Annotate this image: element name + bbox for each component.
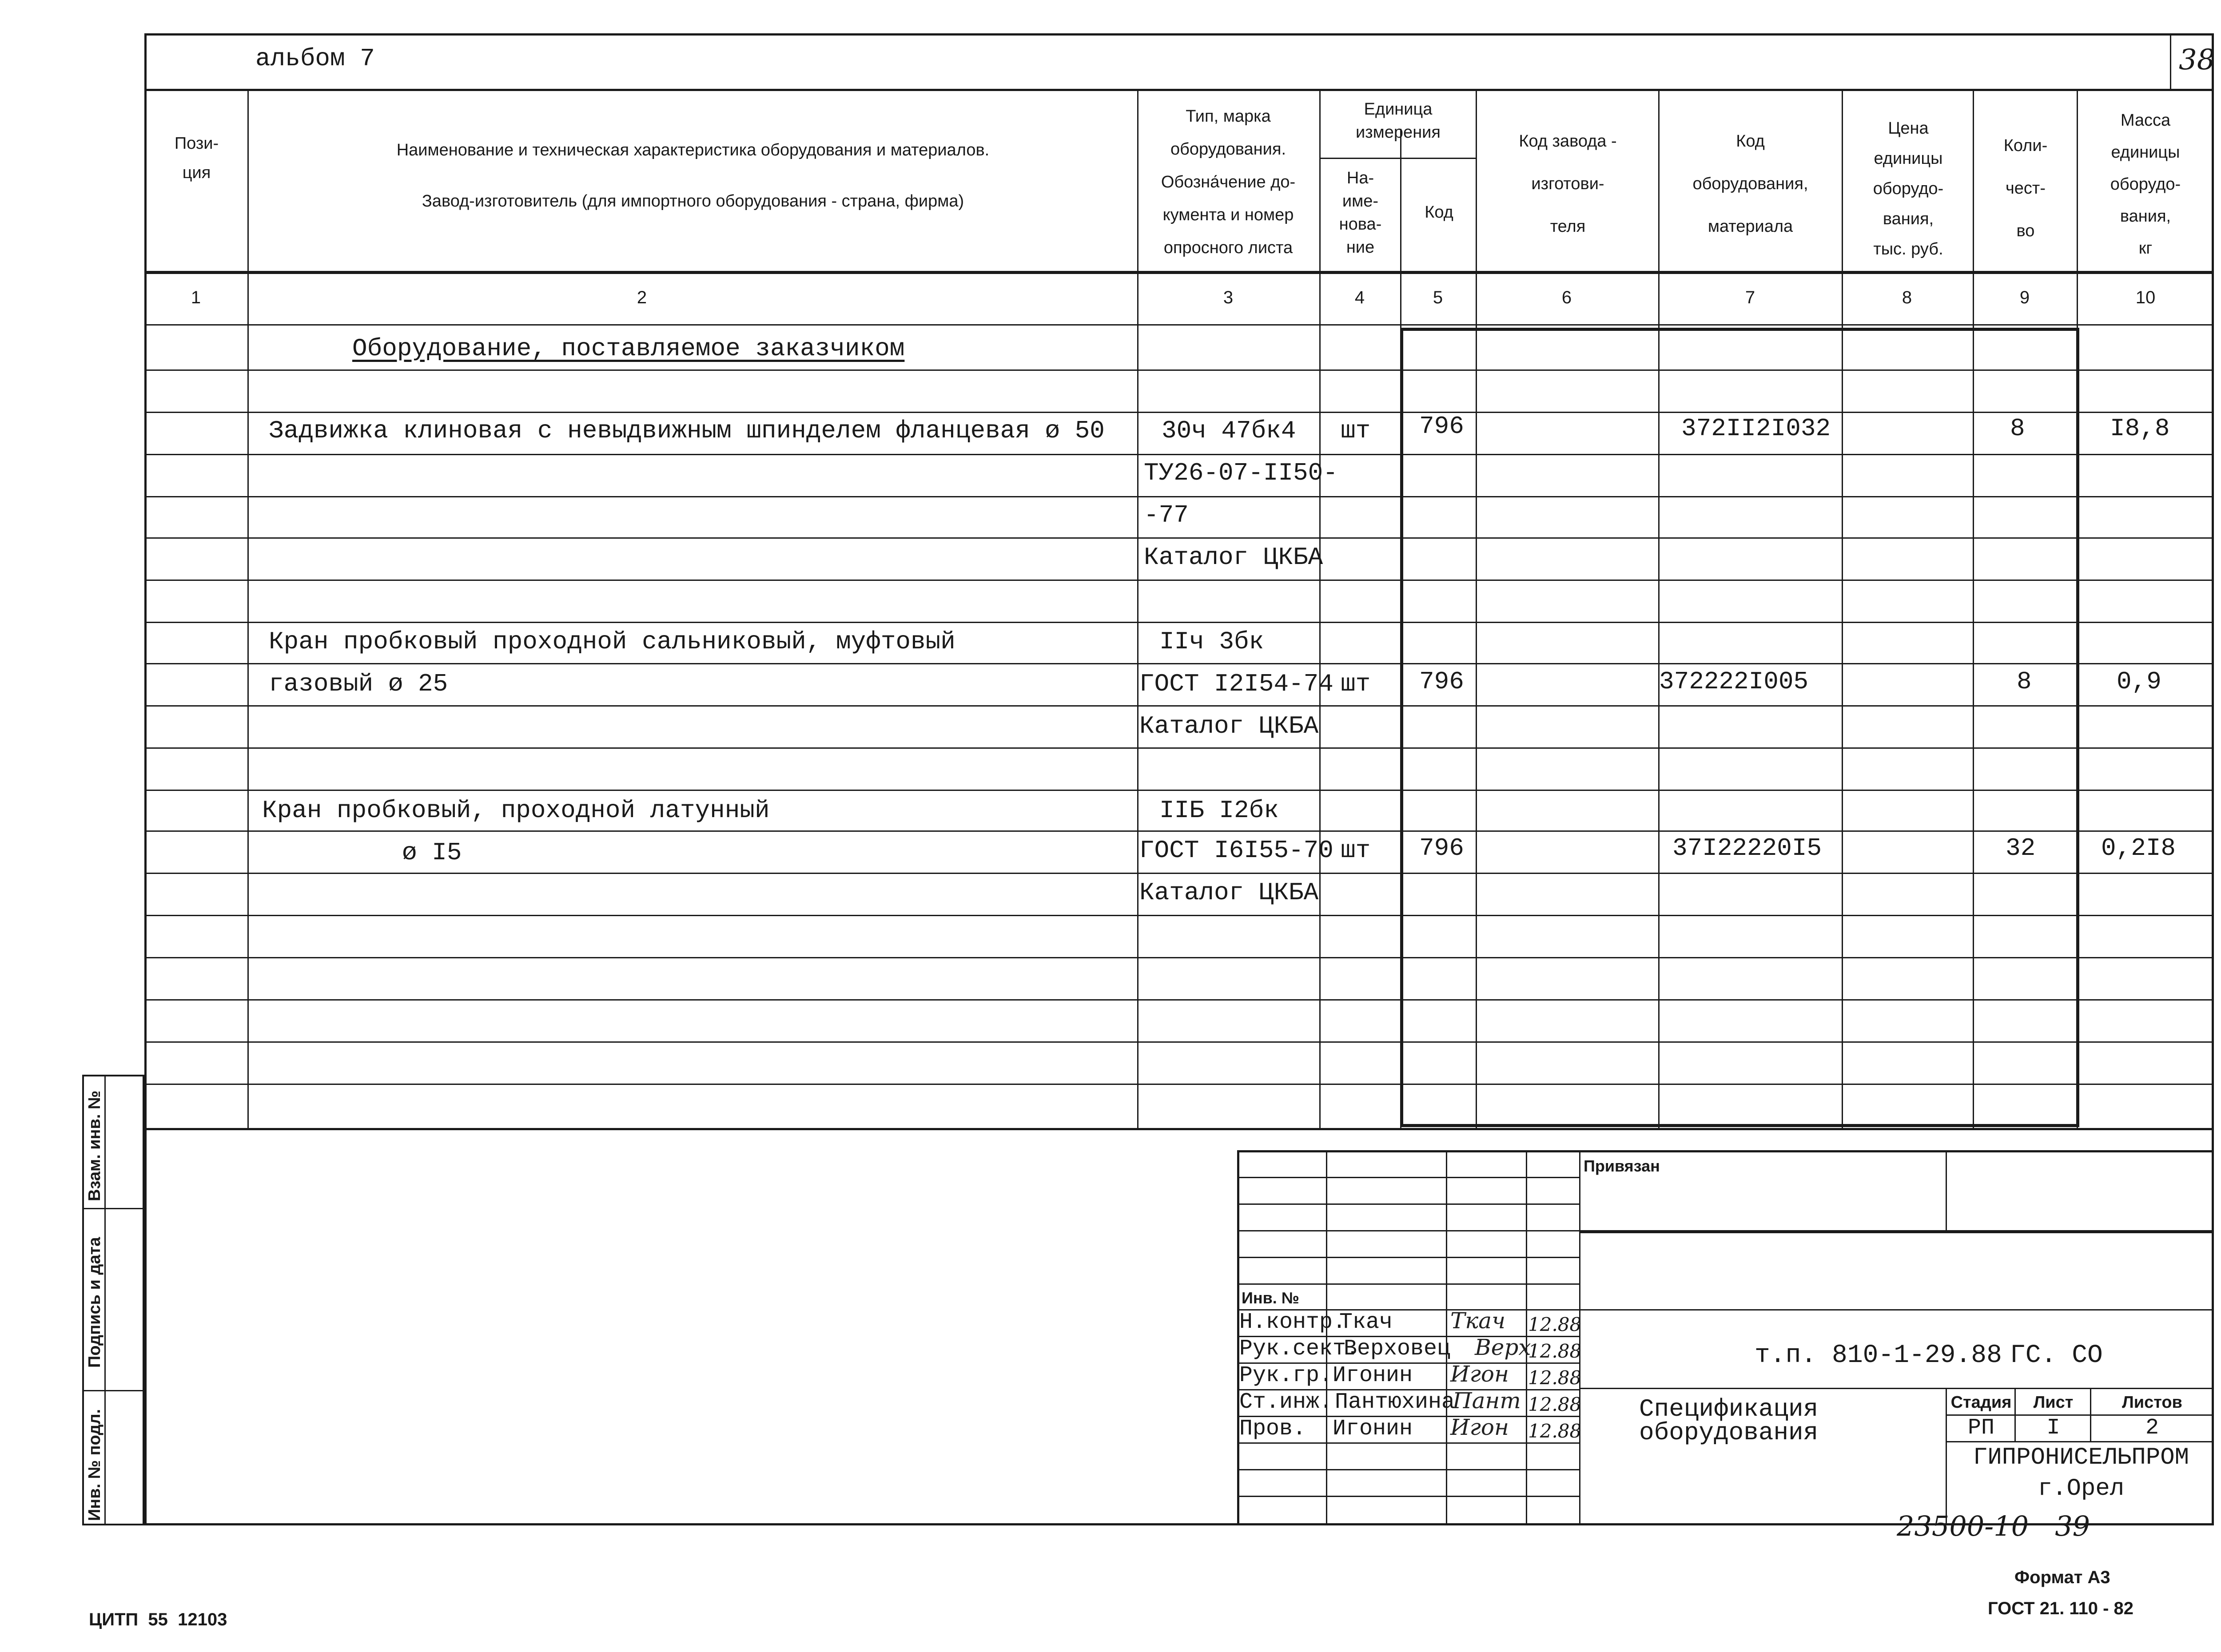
side-stamp-divider xyxy=(104,1075,106,1525)
tb-person: Игонин xyxy=(1333,1416,1413,1442)
row-line xyxy=(144,747,2214,749)
tb-row xyxy=(1237,1203,1579,1205)
tb-stage-divider xyxy=(1946,1388,1947,1525)
tb-date: 12.88 xyxy=(1528,1340,1582,1362)
page-number-divider xyxy=(2170,33,2171,89)
col-number: 7 xyxy=(1745,288,1755,307)
tb-role: Рук.сект. xyxy=(1239,1336,1360,1362)
tb-date: 12.88 xyxy=(1528,1314,1582,1335)
tb-row xyxy=(1237,1283,1579,1285)
tb-row xyxy=(1237,1177,1579,1178)
item2-qty: 8 xyxy=(2017,667,2032,696)
col-number: 2 xyxy=(637,288,647,307)
item3-equip-code: 37I22220I5 xyxy=(1672,834,1822,862)
header-price: Цена единицы оборудо- вания, тыс. руб. xyxy=(1873,119,1944,258)
row-line xyxy=(144,622,2214,623)
header-type: Тип, марка оборудования. Обозна́чение до- кумента и номер опросного листа xyxy=(1161,107,1296,257)
item3-qty: 32 xyxy=(2006,834,2036,862)
cols-5-9-highlight xyxy=(1400,328,2079,1127)
item1-spec: ТУ26-07-II50- xyxy=(1144,459,1338,487)
tb-role: Пров. xyxy=(1239,1416,1306,1442)
tb-stage-row xyxy=(1946,1441,2214,1442)
tb-stage-label: Стадия xyxy=(1950,1393,2012,1412)
item1-unit-code: 796 xyxy=(1419,412,1464,441)
tb-row xyxy=(1237,1469,1579,1470)
tb-date: 12.88 xyxy=(1528,1394,1582,1415)
tb-signature: Игон xyxy=(1450,1414,1509,1440)
handwritten-number: 23500-10 39 xyxy=(1897,1510,2090,1542)
tb-role: Н.контр. xyxy=(1239,1310,1346,1335)
item1-mass: I8,8 xyxy=(2110,414,2170,443)
header-factory-code: Код завода - изготови- теля xyxy=(1519,132,1617,236)
col-number: 9 xyxy=(2019,288,2030,307)
item1-spec-cont: -77 xyxy=(1144,501,1189,529)
tb-signature: Игон xyxy=(1450,1361,1509,1387)
row-line xyxy=(144,705,2214,707)
item2-type: IIч 3бк xyxy=(1159,627,1264,656)
item1-qty: 8 xyxy=(2010,414,2025,443)
tb-row xyxy=(1237,1496,1579,1497)
section-title: Оборудование, поставляемое заказчиком xyxy=(352,334,905,363)
tb-project-code: т.п. 810-1-29.88 xyxy=(1755,1341,2002,1370)
item1-name: Задвижка клиновая с невыдвижным шпинделем фланцевая ø 50 xyxy=(269,417,1105,445)
col-line xyxy=(247,89,249,1130)
row-line xyxy=(144,1084,2214,1085)
row-line xyxy=(144,454,2214,455)
gost-label: ГОСТ 21. 110 - 82 xyxy=(1988,1599,2133,1618)
row-line xyxy=(144,369,2214,371)
tb-signature: Ткач xyxy=(1450,1308,1506,1334)
item3-name: Кран пробковый, проходной латунный xyxy=(262,796,770,825)
row-line xyxy=(144,830,2214,832)
item3-spec: ГОСТ I6I55-70 xyxy=(1139,836,1333,865)
tb-signature: Верх xyxy=(1475,1334,1531,1360)
tb-sheets: 2 xyxy=(2145,1415,2159,1441)
header-mass: Масса единицы оборудо- вания, кг xyxy=(2110,111,2181,258)
col-number: 1 xyxy=(191,288,201,307)
item2-unit-code: 796 xyxy=(1419,667,1464,696)
item3-name-cont: ø I5 xyxy=(402,838,462,867)
citp-label: ЦИТП 55 12103 xyxy=(89,1610,227,1629)
header-equip-code: Код оборудования, материала xyxy=(1692,132,1808,236)
tb-privyazan: Привязан xyxy=(1584,1157,1660,1175)
colnum-bottom xyxy=(144,324,2214,326)
format-label: Формат А3 xyxy=(2014,1568,2110,1587)
header-name-line1: Наименование и техническая характеристика оборудования и материалов. xyxy=(396,141,990,159)
tb-org: ГИПРОНИСЕЛЬПРОМ xyxy=(1973,1444,2189,1471)
item3-type: IIБ I2бк xyxy=(1159,796,1279,825)
header-unit-name: На- име- нова- ние xyxy=(1339,169,1382,257)
row-line xyxy=(144,957,2214,958)
row-line xyxy=(144,496,2214,497)
row-line xyxy=(144,537,2214,539)
row-line xyxy=(144,580,2214,581)
header-position: Пози- ция xyxy=(174,134,219,182)
tb-city: г.Орел xyxy=(2038,1475,2125,1502)
item3-mass: 0,2I8 xyxy=(2101,834,2176,862)
item3-catalog: Каталог ЦКБА xyxy=(1139,878,1319,907)
tb-row xyxy=(1237,1257,1579,1258)
tb-code-top xyxy=(1579,1309,2214,1310)
header-unit-group: Единица измерения xyxy=(1356,100,1441,142)
item2-equip-code: 372222I005 xyxy=(1659,667,1809,696)
item3-unit-code: 796 xyxy=(1419,834,1464,862)
tb-inv-no: Инв. № xyxy=(1242,1289,1299,1307)
page-number: 38 xyxy=(2179,44,2215,76)
tb-sheet-label: Лист xyxy=(2033,1393,2074,1412)
col-number: 4 xyxy=(1354,288,1365,307)
header-bottom xyxy=(144,271,2214,274)
side-vzam: Взам. инв. № xyxy=(85,1090,104,1201)
tb-stage: РП xyxy=(1967,1415,1994,1441)
tb-col xyxy=(1579,1150,1580,1525)
col-line xyxy=(1319,89,1321,1130)
side-podpis: Подпись и дата xyxy=(85,1237,104,1368)
tb-sheet: I xyxy=(2046,1415,2060,1441)
row-line xyxy=(144,915,2214,916)
col-number: 3 xyxy=(1223,288,1234,307)
item2-spec: ГОСТ I2I54-74 xyxy=(1139,670,1333,698)
item1-unit: шт xyxy=(1341,417,1371,445)
col-line xyxy=(1137,89,1138,1130)
row-line xyxy=(144,412,2214,413)
tb-privyazan-divider xyxy=(1946,1150,1947,1230)
row-line xyxy=(144,663,2214,664)
row-line xyxy=(144,999,2214,1001)
tb-date: 12.88 xyxy=(1528,1367,1582,1389)
tb-privyazan-bottom xyxy=(1579,1230,2214,1233)
item1-equip-code: 372II2I032 xyxy=(1681,414,1831,443)
tb-row xyxy=(1237,1230,1579,1231)
header-qty: Коли- чест- во xyxy=(2003,136,2048,240)
col-number: 6 xyxy=(1561,288,1572,307)
item2-name-cont: газовый ø 25 xyxy=(269,670,448,698)
tb-role: Рук.гр. xyxy=(1239,1363,1333,1388)
tb-person: Ткач xyxy=(1339,1310,1393,1335)
side-stamp-line xyxy=(82,1390,144,1391)
tb-person: Верховец xyxy=(1344,1336,1451,1362)
unit-header-divider xyxy=(1319,158,1476,159)
item3-unit: шт xyxy=(1341,836,1371,865)
tb-doc-title-cont: оборудования xyxy=(1639,1418,1819,1447)
item2-catalog: Каталог ЦКБА xyxy=(1139,712,1319,740)
tb-date: 12.88 xyxy=(1528,1420,1582,1442)
tb-sheets-label: Листов xyxy=(2122,1393,2182,1412)
col-number: 10 xyxy=(2135,288,2156,307)
col-number: 8 xyxy=(1902,288,1912,307)
header-unit-code: Код xyxy=(1425,203,1453,222)
tb-doc-code: ГС. СО xyxy=(2010,1341,2103,1370)
item1-type: 30ч 47бк4 xyxy=(1162,417,1296,445)
row-line xyxy=(144,790,2214,791)
item2-mass: 0,9 xyxy=(2117,667,2161,696)
side-inv-podl: Инв. № подл. xyxy=(85,1409,104,1521)
item2-unit: шт xyxy=(1341,670,1371,698)
tb-role: Ст.инж. xyxy=(1239,1390,1333,1415)
side-stamp-line xyxy=(82,1208,144,1209)
row-line xyxy=(144,873,2214,874)
item2-name: Кран пробковый проходной сальниковый, муфтовый xyxy=(269,627,955,656)
tb-doc-title: Спецификация xyxy=(1639,1395,1819,1423)
tb-person: Игонин xyxy=(1333,1363,1413,1388)
tb-code-bottom xyxy=(1579,1388,2214,1389)
col-number: 5 xyxy=(1433,288,1443,307)
row-line xyxy=(144,1041,2214,1043)
album-label: альбом 7 xyxy=(255,44,375,73)
item1-catalog: Каталог ЦКБА xyxy=(1144,543,1323,572)
tb-person: Пантюхина xyxy=(1335,1390,1455,1415)
tb-signature: Пант xyxy=(1453,1388,1521,1414)
header-name-line2: Завод-изготовитель (для импортного оборудования - страна, фирма) xyxy=(422,192,964,210)
